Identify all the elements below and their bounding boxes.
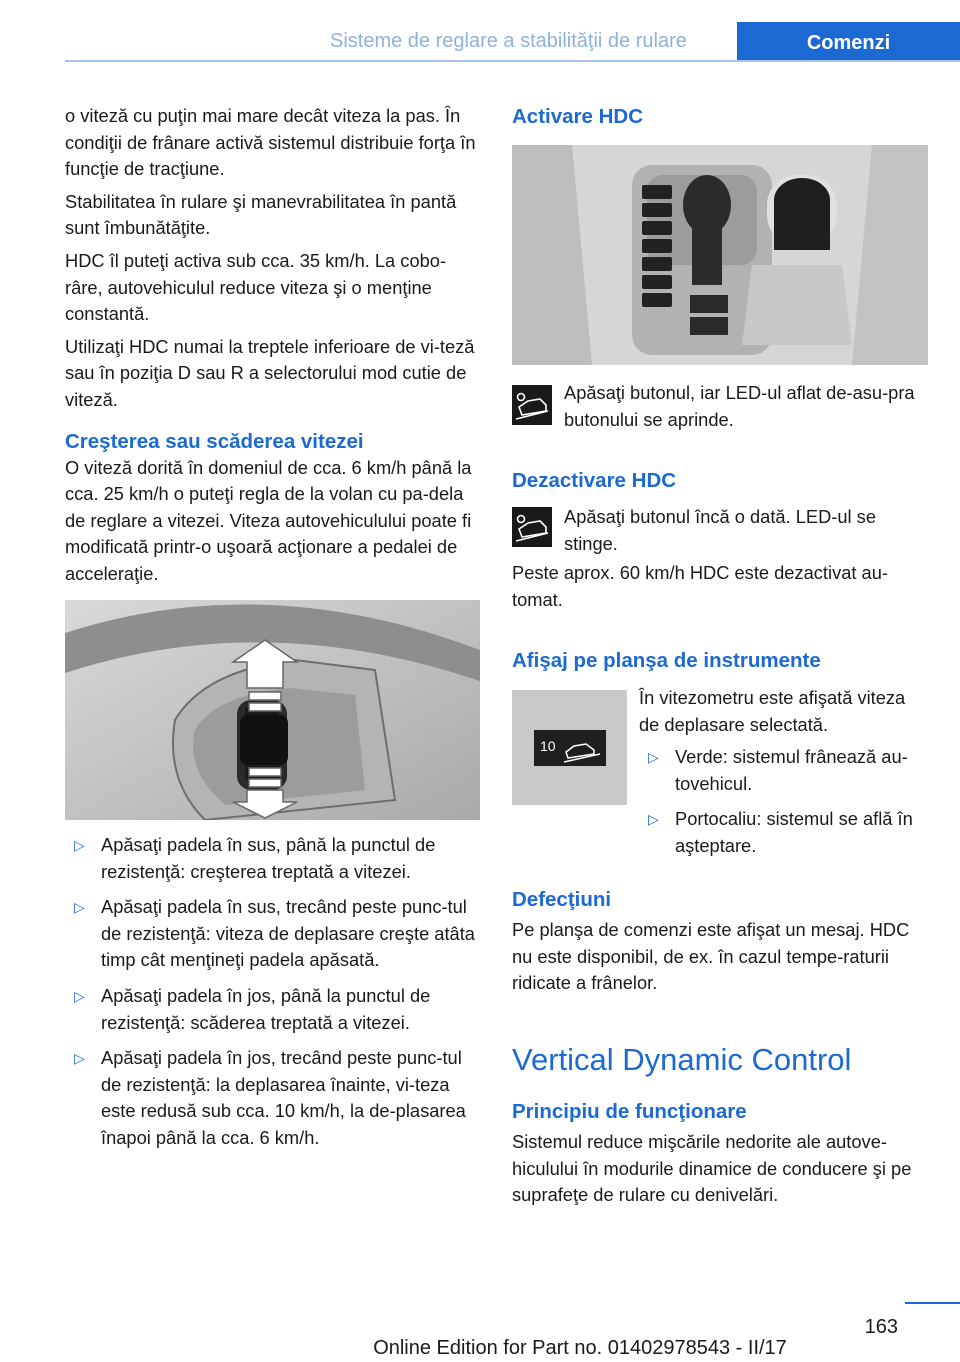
list-item bbox=[65, 832, 483, 885]
center-console-image bbox=[512, 145, 928, 365]
display-description bbox=[639, 685, 929, 869]
activate-instruction: Apăsaţi butonul, iar LED-ul aflat de-asu‐pra butonului se aprinde. bbox=[564, 382, 915, 430]
hill-descent-car-icon bbox=[562, 734, 602, 764]
chapter-tab: Comenzi bbox=[737, 22, 960, 62]
list-item-text: Apăsaţi padela în sus, trecând peste punc‐tul de rezistenţă: viteza de deplasare creşte atâta timp cât menţineţi padela apăsată. bbox=[101, 896, 475, 971]
triangle-bullet-icon: ▷ bbox=[648, 811, 659, 828]
auto-deactivate-note: Peste aprox. 60 km/h HDC este dezactivat au‐tomat. bbox=[512, 562, 888, 610]
heading-activate-hdc: Activare HDC bbox=[512, 105, 644, 128]
hill-descent-car-icon bbox=[512, 385, 552, 425]
paragraph: O viteză dorită în domeniul de cca. 6 km/h până la cca. 25 km/h o puteţi regla de la volan cu pa‐dela de reglare a vitezei. Viteza autovehiculului poate fi modificată printr-o uşoară acţionare a pedalei de acceleraţie. bbox=[65, 456, 472, 584]
footer-rule bbox=[905, 1302, 960, 1304]
header-rule bbox=[65, 60, 960, 62]
list-item-text: Portocaliu: sistemul se află în aşteptare. bbox=[675, 808, 913, 856]
hdc-button-icon bbox=[512, 385, 552, 425]
heading-instrument-display: Afişaj pe planşa de instrumente bbox=[512, 649, 821, 672]
paragraph: În vitezometru este afişată viteza de deplasare selectată. bbox=[639, 687, 906, 735]
list-item bbox=[65, 894, 483, 974]
paddle-bullet-list bbox=[65, 832, 483, 1161]
steering-wheel-paddle-image bbox=[65, 600, 480, 820]
principle-text: Sistemul reduce mişcările nedorite ale autove‐hiculului în modurile dinamice de conducere şi pe suprafeţe de rulare cu denivelări. bbox=[512, 1131, 912, 1206]
list-item bbox=[639, 806, 929, 859]
page-number: 163 bbox=[864, 1316, 898, 1338]
center-console-illustration bbox=[512, 145, 928, 365]
deactivate-instruction: Apăsaţi butonul încă o dată. LED-ul se stinge. bbox=[564, 506, 876, 554]
triangle-bullet-icon: ▷ bbox=[74, 1050, 85, 1067]
list-item bbox=[65, 1045, 483, 1151]
list-item-text: Verde: sistemul frânează au‐tovehicul. bbox=[675, 746, 908, 794]
list-item bbox=[639, 744, 929, 797]
heading-vertical-dynamic-control: Vertical Dynamic Control bbox=[512, 1042, 852, 1077]
list-item-text: Apăsaţi padela în jos, până la punctul de rezistenţă: scăderea treptată a vitezei. bbox=[101, 984, 431, 1033]
list-item bbox=[65, 983, 483, 1036]
triangle-bullet-icon: ▷ bbox=[648, 749, 659, 766]
steering-wheel-illustration bbox=[65, 600, 480, 820]
section-title: Sisteme de reglare a stabilităţii de rulare bbox=[330, 30, 687, 52]
list-item-text: Apăsaţi padela în jos, trecând peste punc‐tul de rezistenţă: la deplasarea înainte, vi‐teza este redusă sub cca. 10 km/h, la de‐plasarea înapoi până la cca. 6 km/h. bbox=[101, 1047, 466, 1148]
hill-descent-car-icon bbox=[512, 507, 552, 547]
paragraph: Stabilitatea în rulare şi manevrabilitatea în pantă sunt îmbunătăţite. bbox=[65, 190, 457, 239]
triangle-bullet-icon: ▷ bbox=[74, 837, 85, 853]
hdc-button-icon bbox=[512, 507, 552, 547]
faults-text: Pe planşa de comenzi este afişat un mesaj. HDC nu este disponibil, de ex. în cazul tempe‐raturii ridicate a frânelor. bbox=[512, 919, 910, 994]
speedometer-display-image bbox=[512, 690, 627, 805]
set-speed-number: 10 bbox=[540, 738, 556, 754]
triangle-bullet-icon: ▷ bbox=[74, 987, 85, 1004]
heading-deactivate-hdc: Dezactivare HDC bbox=[512, 469, 677, 492]
triangle-bullet-icon: ▷ bbox=[74, 899, 85, 916]
paragraph: HDC îl puteţi activa sub cca. 35 km/h. La cobo‐râre, autovehiculul reduce viteza şi o menţine constantă. bbox=[65, 249, 447, 325]
paragraph: Utilizaţi HDC numai la treptele inferioare de vi‐teză sau în poziţia D sau R a selectorului mod cutie de viteză. bbox=[65, 335, 475, 410]
left-column bbox=[65, 103, 483, 594]
list-item-text: Apăsaţi padela în sus, până la punctul de rezistenţă: creşterea treptată a vitezei. bbox=[101, 834, 436, 882]
heading-speed-adjust: Creşterea sau scăderea vitezei bbox=[65, 429, 364, 453]
heading-principle: Principiu de funcţionare bbox=[512, 1100, 747, 1123]
paragraph: o viteză cu puţin mai mare decât viteza la pas. În condiţii de frânare activă sistemul distribuie forţa în funcţie de tracţiune. bbox=[65, 105, 476, 180]
heading-faults: Defecţiuni bbox=[512, 888, 612, 911]
edition-footer: Online Edition for Part no. 01402978543 - II/17 bbox=[373, 1337, 787, 1359]
display-icon-panel bbox=[534, 730, 606, 766]
